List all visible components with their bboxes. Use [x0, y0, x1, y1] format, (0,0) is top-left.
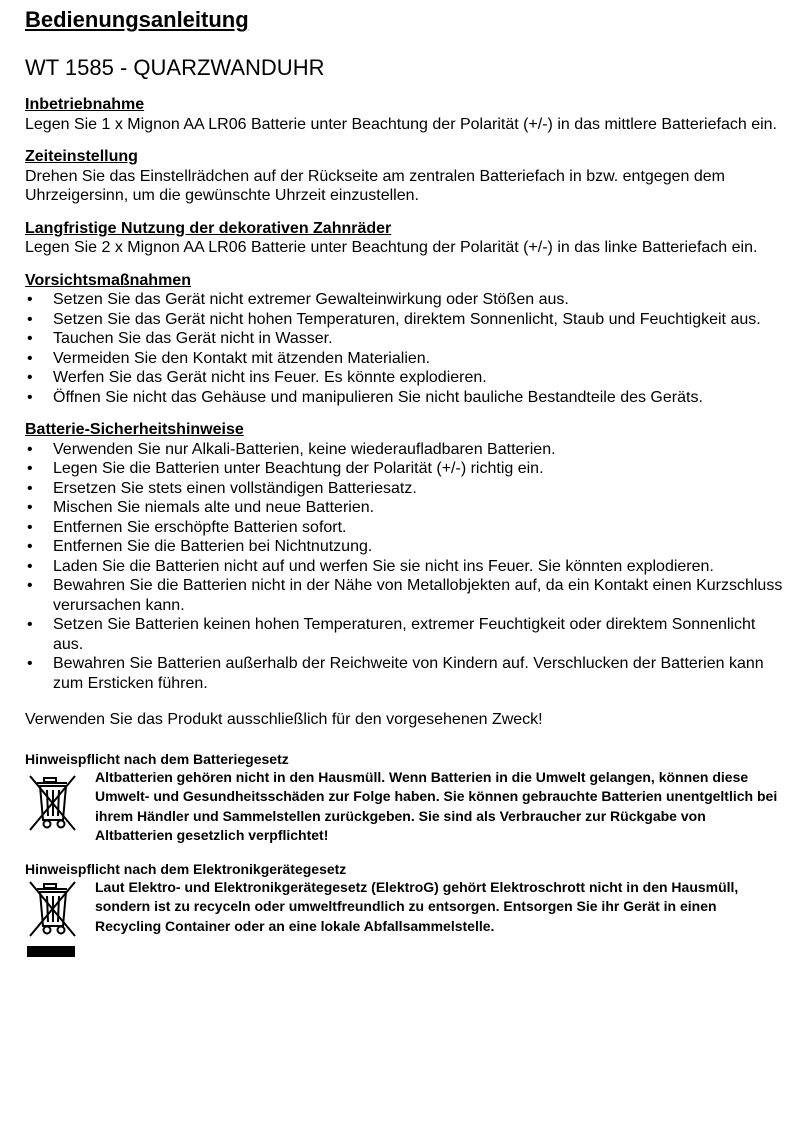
notice-heading: Hinweispflicht nach dem Batteriegesetz: [25, 750, 289, 767]
list-item: • Entfernen Sie die Batterien bei Nichtnutzung.: [25, 537, 783, 557]
document-title: Bedienungsanleitung: [25, 7, 249, 32]
list-item: • Öffnen Sie nicht das Gehäuse und manipulieren Sie nicht bauliche Bestandteile des Geräts.: [25, 388, 783, 408]
section-heading: Langfristige Nutzung der dekorativen Zahnräder: [25, 219, 392, 237]
section-inbetriebnahme: [25, 95, 783, 134]
section-heading: Vorsichtsmaßnahmen: [25, 271, 191, 289]
list-item: • Bewahren Sie die Batterien nicht in der Nähe von Metallobjekten auf, da ein Kontakt einen Kurzschluss verursachen kann.: [25, 576, 783, 615]
section-precautions: [25, 271, 783, 408]
document-page: [25, 6, 783, 965]
section-heading: Zeiteinstellung: [25, 148, 138, 165]
list-item: • Mischen Sie niemals alte und neue Batterien.: [25, 498, 783, 518]
crossed-out-bin-icon: [25, 768, 95, 843]
list-item: • Legen Sie die Batterien unter Beachtung der Polarität (+/-) richtig ein.: [25, 459, 783, 479]
notice-battery-law: [25, 750, 783, 846]
section-heading: Batterie-Sicherheitshinweise: [25, 421, 244, 438]
precautions-list: [25, 290, 783, 407]
list-item: • Laden Sie die Batterien nicht auf und werfen Sie sie nicht ins Feuer. Sie könnten explodieren.: [25, 557, 783, 577]
section-text: Legen Sie 2 x Mignon AA LR06 Batterie unter Beachtung der Polarität (+/-) in das linke Batteriefach ein.: [25, 239, 758, 256]
list-item: • Werfen Sie das Gerät nicht ins Feuer. Es könnte explodieren.: [25, 368, 783, 388]
list-item: • Verwenden Sie nur Alkali-Batterien, keine wiederaufladbaren Batterien.: [25, 440, 783, 460]
product-title: WT 1585 - QUARZWANDUHR: [25, 55, 325, 80]
list-item: • Setzen Sie Batterien keinen hohen Temperaturen, extremer Feuchtigkeit oder direktem Sonnenlicht aus.: [25, 615, 783, 654]
battery-safety-list: [25, 440, 783, 694]
list-item: • Ersetzen Sie stets einen vollständigen Batteriesatz.: [25, 479, 783, 499]
list-item: • Setzen Sie das Gerät nicht hohen Temperaturen, direktem Sonnenlicht, Staub und Feuchtigkeit aus.: [25, 310, 783, 330]
notice-text: Altbatterien gehören nicht in den Hausmüll. Wenn Batterien in die Umwelt gelangen, können diese Umwelt- und Gesundheitsschäden zur Folge haben. Sie können gebrauchte Batterien unentgeltlich bei ihrem Händler und Sammelstellen zurückgeben. Sie sind als Verbraucher zur Rückgabe von Altbatterien gesetzlich verpflichtet!: [95, 768, 778, 843]
section-text: Legen Sie 1 x Mignon AA LR06 Batterie unter Beachtung der Polarität (+/-) in das mittlere Batteriefach ein.: [25, 115, 777, 133]
list-item: • Bewahren Sie Batterien außerhalb der Reichweite von Kindern auf. Verschlucken der Batterien kann zum Ersticken führen.: [25, 654, 783, 693]
notice-electronics-law: [25, 860, 783, 965]
notice-heading: Hinweispflicht nach dem Elektronikgerätegesetz: [25, 860, 347, 877]
list-item: • Tauchen Sie das Gerät nicht in Wasser.: [25, 329, 783, 349]
list-item: • Vermeiden Sie den Kontakt mit ätzenden Materialien.: [25, 349, 783, 369]
list-item: • Entfernen Sie erschöpfte Batterien sofort.: [25, 518, 783, 538]
crossed-out-bin-with-bar-icon: [25, 878, 95, 965]
section-zeiteinstellung: [25, 147, 783, 206]
section-text: Drehen Sie das Einstellrädchen auf der Rückseite am zentralen Batteriefach in bzw. entgegen dem Uhrzeigersinn, um die gewünschte Uhrzeit einzustellen.: [25, 167, 725, 204]
list-item: • Setzen Sie das Gerät nicht extremer Gewalteinwirkung oder Stößen aus.: [25, 290, 783, 310]
closing-statement: Verwenden Sie das Produkt ausschließlich für den vorgesehenen Zweck!: [25, 711, 543, 728]
notice-text: Laut Elektro- und Elektronikgerätegesetz (ElektroG) gehört Elektroschrott nicht in den Hausmüll, sondern ist zu recyceln oder umweltfreundlich zu entsorgen. Entsorgen Sie ihr Gerät in einen Recycling Container oder an eine lokale Abfallsammelstelle.: [95, 878, 739, 934]
section-zahnraeder: [25, 219, 783, 258]
section-battery-safety: [25, 420, 783, 693]
section-heading: Inbetriebnahme: [25, 96, 145, 113]
